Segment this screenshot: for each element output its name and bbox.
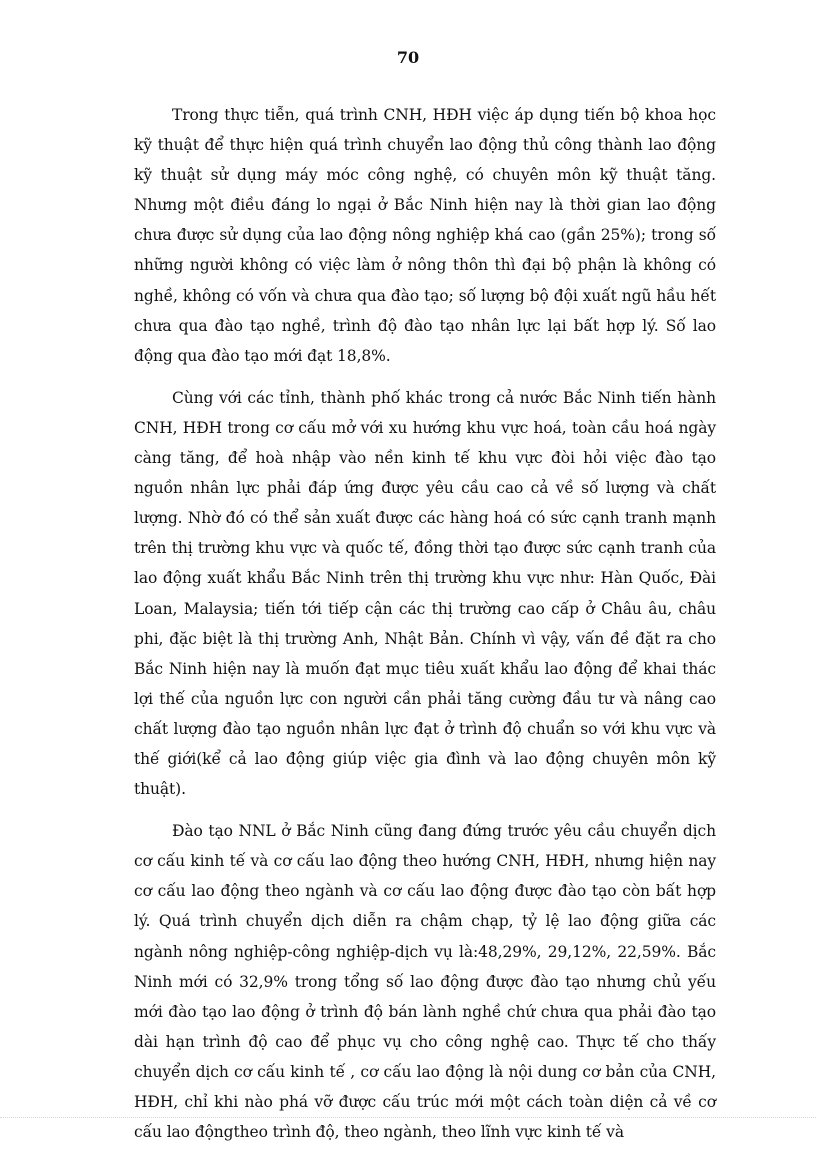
paragraph-1: Trong thực tiễn, quá trình CNH, HĐH việc áp dụng tiến bộ khoa học kỹ thuật để thực hiện quá trình chuyển lao động thủ công thành lao động kỹ thuật sử dụng máy móc công nghệ, có chuyên môn kỹ thuật tăng. Nhưng một điều đáng lo ngại ở Bắc Ninh hiện nay là thời gian lao động chưa được sử dụng của lao động nông nghiệp khá cao (gần 25%); trong số những người không có việc làm ở nông thôn thì đại bộ phận là không có nghề, không có vốn và chưa qua đào tạo; số lượng bộ đội xuất ngũ hầu hết chưa qua đào tạo nghề, trình độ đào tạo nhân lực lại bất hợp lý. Số lao động qua đào tạo mới đạt 18,8%. bbox=[134, 106, 716, 365]
paragraph-2: Cùng với các tỉnh, thành phố khác trong cả nước Bắc Ninh tiến hành CNH, HĐH trong cơ cấu mở với xu hướng khu vực hoá, toàn cầu hoá ngày càng tăng, để hoà nhập vào nền kinh tế khu vực đòi hỏi việc đào tạo nguồn nhân lực phải đáp ứng được yêu cầu cao cả về số lượng và chất lượng. Nhờ đó có thể sản xuất được các hàng hoá có sức cạnh tranh mạnh trên thị trường khu vực và quốc tế, đồng thời tạo được sức cạnh tranh của lao động xuất khẩu Bắc Ninh trên thị trường khu vực như: Hàn Quốc, Đài Loan, Malaysia; tiến tới tiếp cận các thị trường cao cấp ở Châu âu, châu phi, đặc biệt là thị trường Anh, Nhật Bản. Chính vì vậy, vấn đề đặt ra cho Bắc Ninh hiện nay là muốn đạt mục tiêu xuất khẩu lao động để khai thác lợi thế của nguồn lực con người cần phải tăng cường đầu tư và nâng cao chất lượng đào tạo nguồn nhân lực đạt ở trình độ chuẩn so với khu vực và thế giới(kể cả lao động giúp việc gia đình và lao động chuyên môn kỹ thuật). bbox=[134, 388, 716, 799]
document-body bbox=[134, 100, 716, 1159]
page-bottom-divider bbox=[0, 1117, 816, 1118]
page-number: 70 bbox=[396, 48, 420, 67]
paragraph-3: Đào tạo NNL ở Bắc Ninh cũng đang đứng trước yêu cầu chuyển dịch cơ cấu kinh tế và cơ cấu lao động theo hướng CNH, HĐH, nhưng hiện nay cơ cấu lao động theo ngành và cơ cấu lao động được đào tạo còn bất hợp lý. Quá trình chuyển dịch diễn ra chậm chạp, tỷ lệ lao động giữa các ngành nông nghiệp-công nghiệp-dịch vụ là:48,29%, 29,12%, 22,59%. Bắc Ninh mới có 32,9% trong tổng số lao động được đào tạo nhưng chủ yếu mới đào tạo lao động ở trình độ bán lành nghề chứ chưa qua phải đào tạo dài hạn trình độ cao để phục vụ cho công nghệ cao. Thực tế cho thấy chuyển dịch cơ cấu kinh tế , cơ cấu lao động là nội dung cơ bản của CNH, HĐH, chỉ khi nào phá vỡ được cấu trúc mới một cách toàn diện cả về cơ cấu lao độngtheo trình độ, theo ngành, theo lĩnh vực kinh tế và bbox=[134, 822, 716, 1142]
